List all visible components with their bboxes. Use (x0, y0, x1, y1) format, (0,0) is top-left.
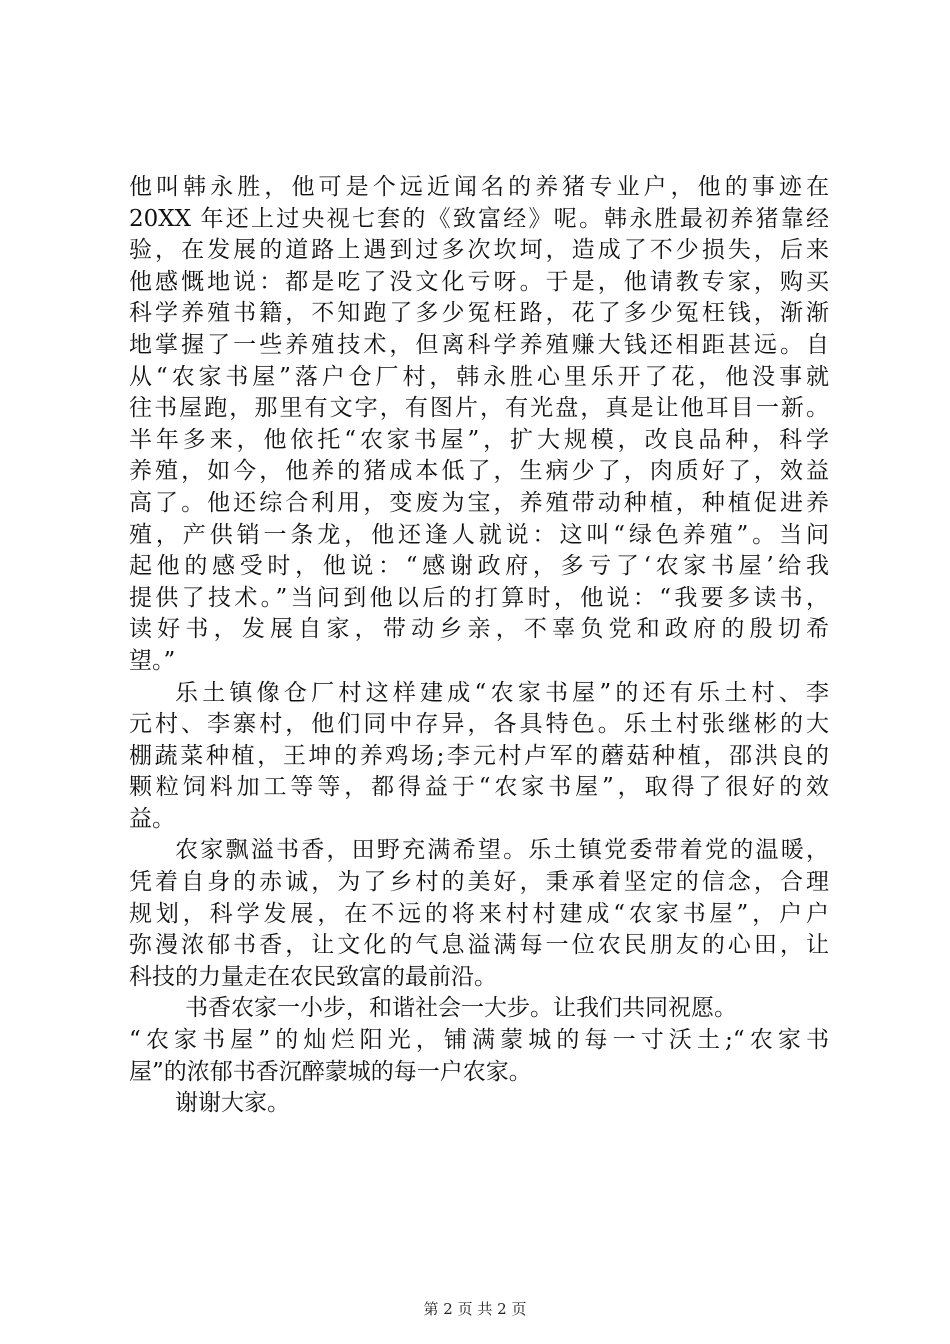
text-line: 颗粒饲料加工等等，都得益于“农家书屋”，取得了很好的效 (129, 774, 829, 801)
text-line: 从“农家书屋”落户仓厂村，韩永胜心里乐开了花，他没事就 (129, 363, 829, 390)
paragraph-start-line: 书香农家一小步，和谐社会一大步。让我们共同祝愿。 (185, 995, 737, 1022)
closing-line: 谢谢大家。 (175, 1090, 290, 1117)
text-line: 他叫韩永胜，他可是个远近闻名的养猪专业户，他的事迹在 (129, 174, 829, 200)
text-line: 养殖，如今，他养的猪成本低了，生病少了，肉质好了，效益 (129, 458, 829, 485)
text-line: “农家书屋”的灿烂阳光，铺满蒙城的每一寸沃土;“农家书 (129, 1027, 829, 1054)
paragraph-start-line: 农家飘溢书香，田野充满希望。乐土镇党委带着党的温暖， (175, 837, 829, 864)
text-line: 科技的力量走在农民致富的最前沿。 (129, 963, 497, 990)
text-line: 凭着自身的赤诚，为了乡村的美好，秉承着坚定的信念，合理 (129, 869, 829, 896)
text-line: 屋”的浓郁书香沉醉蒙城的每一户农家。 (129, 1058, 532, 1085)
text-line: 起他的感受时，他说：“感谢政府，多亏了‘农家书屋’给我 (129, 553, 829, 580)
text-line: 弥漫浓郁书香，让文化的气息溢满每一位农民朋友的心田，让 (129, 932, 829, 959)
text-line: 地掌握了一些养殖技术，但离科学养殖赚大钱还相距甚远。自 (129, 331, 829, 358)
text-line: 往书屋跑，那里有文字，有图片，有光盘，真是让他耳目一新。 (129, 395, 829, 422)
text-line: 半年多来，他依托“农家书屋”，扩大规模，改良品种，科学 (129, 426, 829, 453)
document-body (129, 172, 829, 1120)
text-line: 益。 (129, 805, 175, 832)
text-line: 提供了技术。”当问到他以后的打算时，他说：“我要多读书， (129, 584, 829, 611)
text-line: 读好书，发展自家，带动乡亲，不辜负党和政府的殷切希 (129, 616, 829, 643)
text-line: 验，在发展的道路上遇到过多次坎坷，造成了不少损失，后来 (129, 237, 829, 264)
page-indicator: 第 2 页 共 2 页 (423, 1300, 527, 1318)
text-line: 高了。他还综合利用，变废为宝，养殖带动种植，种植促进养 (129, 489, 829, 516)
text-line: 科学养殖书籍，不知跑了多少冤枉路，花了多少冤枉钱，渐渐 (129, 300, 829, 327)
paragraph-start-line: 乐土镇像仓厂村这样建成“农家书屋”的还有乐土村、李 (175, 679, 829, 706)
text-line: 殖，产供销一条龙，他还逢人就说：这叫“绿色养殖”。当问 (129, 521, 829, 548)
text-line: 他感慨地说：都是吃了没文化亏呀。于是，他请教专家，购买 (129, 268, 829, 295)
text-line: 元村、李寨村，他们同中存异，各具特色。乐土村张继彬的大 (129, 711, 829, 738)
text-line: 规划，科学发展，在不远的将来村村建成“农家书屋”，户户 (129, 900, 829, 927)
text-line: 望。” (129, 647, 176, 674)
text-line: 20XX 年还上过央视七套的《致富经》呢。韩永胜最初养猪靠经 (129, 205, 829, 232)
text-line: 棚蔬菜种植，王坤的养鸡场;李元村卢军的蘑菇种植，邵洪良的 (129, 742, 829, 769)
